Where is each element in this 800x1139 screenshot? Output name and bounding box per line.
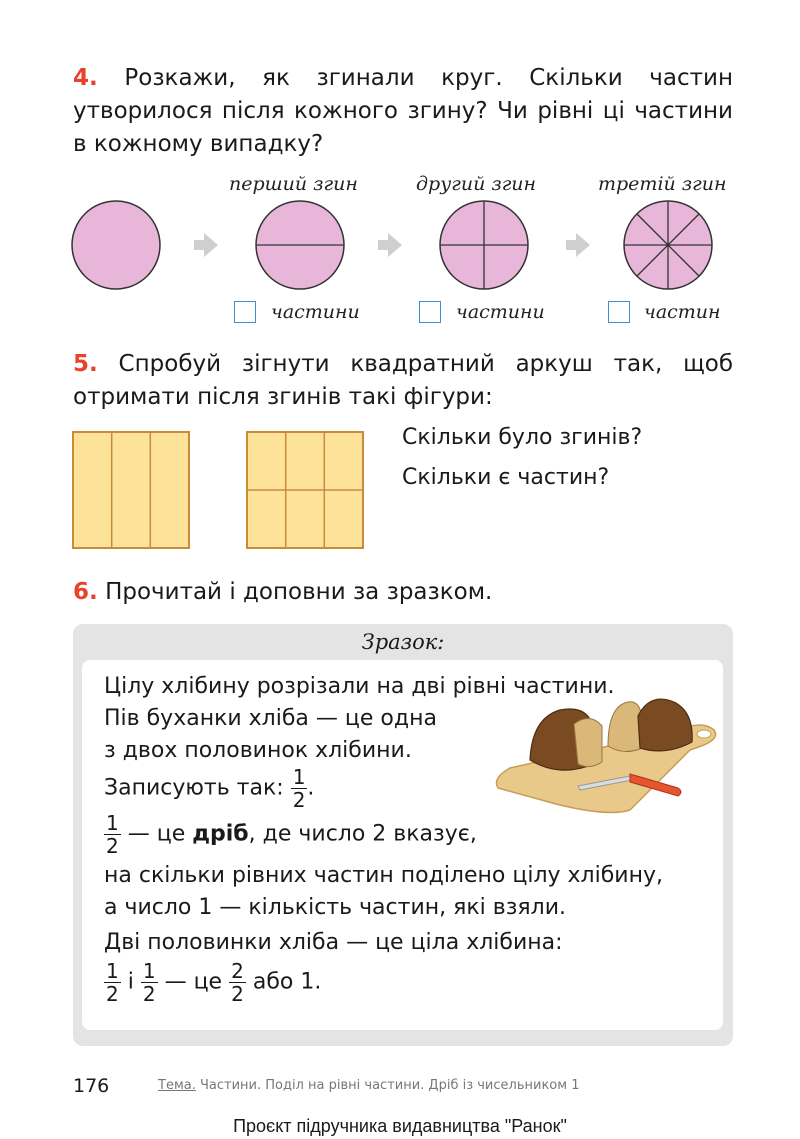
arrow-right-icon <box>566 233 590 257</box>
task-number: 4. <box>73 65 98 91</box>
fraction-one-half: $\frac{1}{2}$ <box>106 811 119 858</box>
page-number: 176 <box>73 1075 110 1097</box>
fold-label-first: перший згин <box>229 173 358 195</box>
sample-line: Пів буханки хліба — це одна <box>104 706 437 731</box>
fraction-two-halves: $\frac{2}{2}$ <box>231 959 244 1006</box>
term-fraction: дріб <box>192 821 249 847</box>
task-number: 5. <box>73 351 98 377</box>
bread-on-board-image <box>490 690 720 820</box>
topic-text: Частини. Поділ на рівні частини. Дріб із чисельником 1 <box>200 1078 580 1093</box>
fold-label-third: третій згин <box>598 173 727 195</box>
footer-topic <box>158 1078 579 1093</box>
sample-line: на скільки рівних частин поділено цілу хлібину, <box>104 863 663 888</box>
project-note: Проєкт підручника видавництва "Ранок" <box>233 1116 567 1136</box>
notation-text: Записують так: <box>104 775 284 801</box>
sample-line: з двох половинок хлібини. <box>104 738 412 763</box>
answer-box-second[interactable] <box>419 301 441 323</box>
sample-title: Зразок: <box>361 630 445 654</box>
task-6 <box>73 576 733 609</box>
sample-line: а число 1 — кількість частин, які взяли. <box>104 895 566 920</box>
topic-label: Тема. <box>158 1078 196 1093</box>
circle-third-fold <box>624 201 712 289</box>
question-parts: Скільки є частин? <box>402 465 610 490</box>
answer-box-first[interactable] <box>234 301 256 323</box>
circle-first-fold <box>256 201 344 289</box>
task-text: Прочитай і доповни за зразком. <box>105 579 493 605</box>
sample-line-notation: Записують так: $\frac{1}{2}$ . <box>104 765 315 812</box>
square-three-parts <box>72 431 190 549</box>
square-six-parts <box>246 431 364 549</box>
count-label-second: частини <box>456 301 545 323</box>
answer-box-third[interactable] <box>608 301 630 323</box>
circle-whole <box>72 201 160 289</box>
arrow-right-icon <box>378 233 402 257</box>
fraction-one-half: $\frac{1}{2}$ <box>142 959 156 1006</box>
fold-label-second: другий згин <box>416 173 537 195</box>
task-4 <box>73 62 733 161</box>
task-text: Розкажи, як згинали круг. Скільки частин утворилося після кожного згину? Чи рівні ці частини в кожному випадку? <box>73 65 734 157</box>
task-number: 6. <box>73 579 98 605</box>
sample-line: Цілу хлібину розрізали на дві рівні частини. <box>104 674 615 699</box>
count-label-first: частини <box>271 301 360 323</box>
sample-line-definition: $\frac{1}{2}$ — це дріб, де число 2 вказує, <box>106 811 477 858</box>
sample-line-equation: $\frac{1}{2}$ і $\frac{1}{2}$ — це $\frac{2}{2}$ або 1. <box>106 959 322 1006</box>
task-5 <box>73 348 733 414</box>
question-folds: Скільки було згинів? <box>402 425 643 450</box>
circle-second-fold <box>440 201 528 289</box>
fraction-one-half: $\frac{1}{2}$ <box>106 959 119 1006</box>
count-label-third: частин <box>644 301 721 323</box>
fold-diagram <box>60 195 740 295</box>
sample-line: Дві половинки хліба — це ціла хлібина: <box>104 930 563 955</box>
fraction-one-half: $\frac{1}{2}$ <box>292 765 306 812</box>
arrow-right-icon <box>194 233 218 257</box>
task-text: Спробуй зігнути квадратний аркуш так, щоб отримати після згинів такі фігури: <box>73 351 734 410</box>
